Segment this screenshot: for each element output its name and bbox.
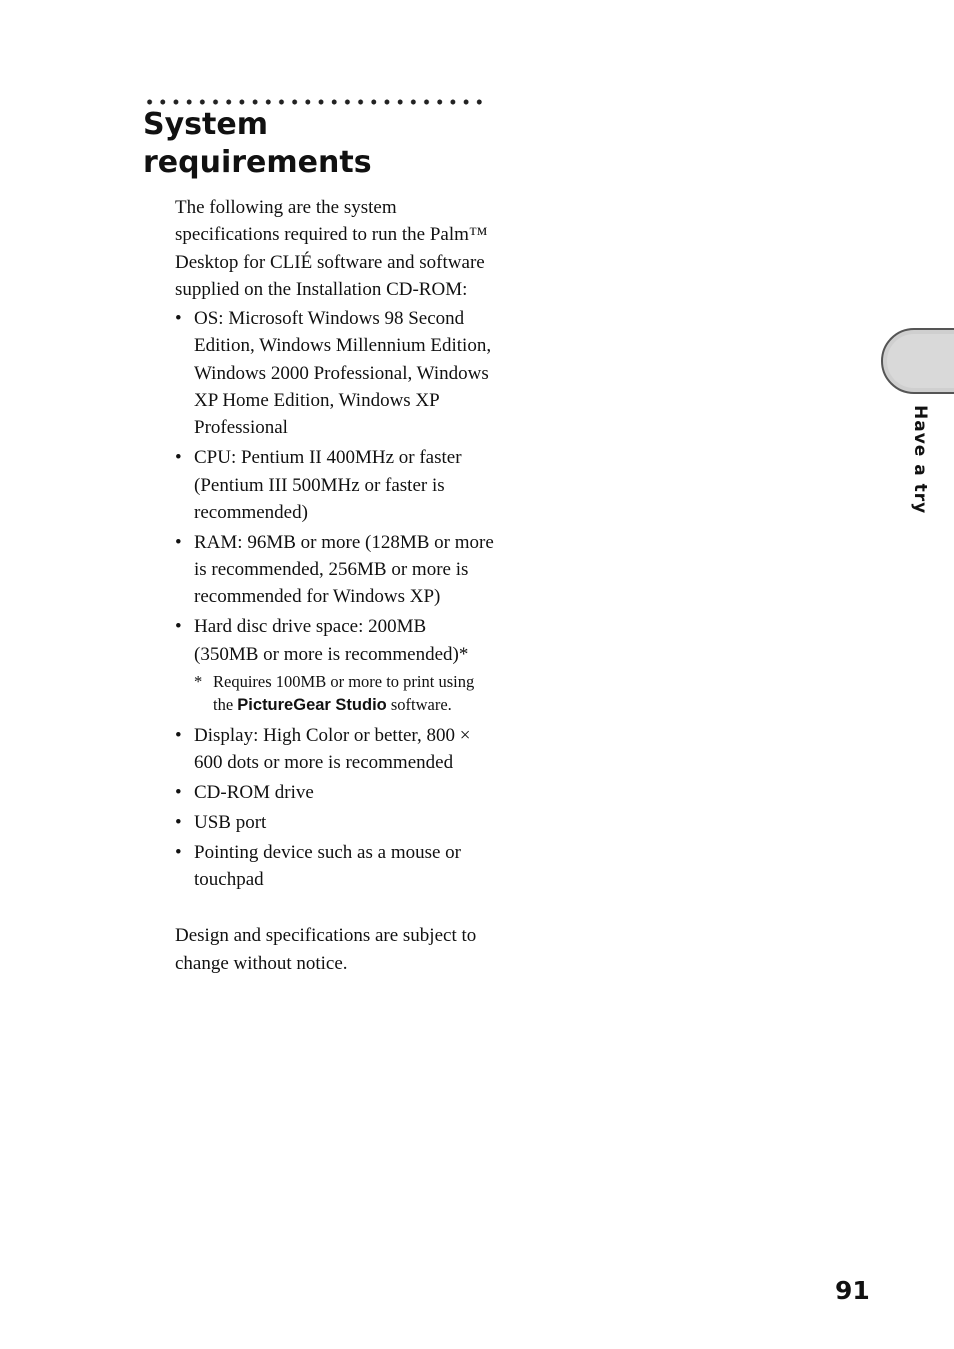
list-item-text: Hard disc drive space: 200MB (350MB or more is recommended)*	[194, 616, 469, 665]
bullet: •	[175, 782, 182, 804]
closing-note: Design and specifications are subject to change without notice.	[175, 925, 477, 974]
dotted-rule	[143, 98, 487, 106]
list-item-display	[175, 722, 495, 777]
bullet: •	[175, 724, 182, 746]
bullet: •	[175, 841, 182, 863]
page-title	[143, 106, 372, 182]
intro-paragraph: The following are the system specifications required to run the Palm™ Desktop for CLIÉ software and software supplied on the Installation CD-ROM:	[175, 197, 488, 300]
bullet: •	[175, 811, 182, 833]
section-tab-label: Have a try	[910, 405, 930, 515]
list-item-os	[175, 305, 495, 441]
bullet: •	[175, 531, 182, 553]
list-item-text: OS: Microsoft Windows 98 Second Edition, Windows Millennium Edition, Windows 2000 Professional, Windows XP Home Edition, Windows XP Professional	[194, 308, 492, 439]
list-item-text: Display: High Color or better, 800 × 600 dots or more is recommended	[194, 724, 471, 774]
title-line-2: requirements	[143, 145, 372, 180]
bullet: •	[175, 308, 182, 330]
list-item-cdrom	[175, 779, 495, 806]
footnote-product-name: PictureGear Studio	[237, 696, 387, 715]
section-tab-inner	[887, 334, 954, 388]
footnote-text-after: software.	[390, 695, 452, 715]
list-item-text: Pointing device such as a mouse or touchpad	[194, 841, 462, 891]
main-content	[175, 194, 495, 977]
bullet: •	[175, 447, 182, 469]
list-item-text: USB port	[194, 811, 267, 833]
requirements-list	[175, 305, 495, 893]
list-item-text: CPU: Pentium II 400MHz or faster (Pentium III 500MHz or faster is recommended)	[194, 447, 462, 523]
title-line-1: System	[143, 107, 268, 142]
list-item-cpu	[175, 444, 495, 526]
bullet: •	[175, 616, 182, 638]
page-number: 91	[835, 1276, 870, 1305]
list-item-usb	[175, 809, 495, 836]
footnote	[175, 670, 495, 718]
list-item-text: RAM: 96MB or more (128MB or more is recommended, 256MB or more is recommended for Windows XP)	[194, 531, 494, 608]
footnote-marker: *	[194, 671, 203, 691]
list-item-ram	[175, 529, 495, 611]
list-item-disk	[175, 613, 495, 718]
footnote-text-before: Requires 100MB or more to print using the	[213, 671, 475, 715]
list-item-text: CD-ROM drive	[194, 782, 314, 804]
list-item-pointing	[175, 839, 495, 894]
